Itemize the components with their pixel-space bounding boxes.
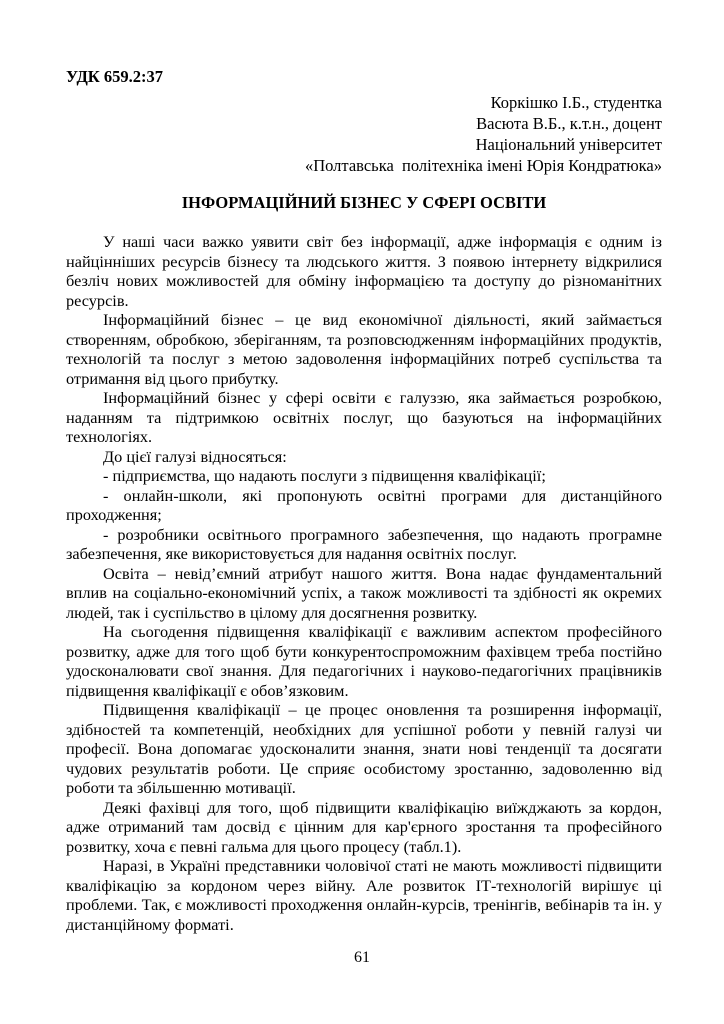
- page-number: 61: [354, 949, 370, 966]
- paragraph-info-business-definition: Інформаційний бізнес – це вид економічної діяльності, який займається створенням, обробкою, зберіганням, та розповсюдженням інформаційних продуктів, технологій та послуг з метою задоволення інформаційних потреб суспільства та отримання від цього прибутку.: [66, 310, 662, 388]
- author-block: [66, 92, 662, 176]
- article-title: ІНФОРМАЦІЙНИЙ БІЗНЕС У СФЕРІ ОСВІТИ: [181, 193, 547, 212]
- affiliation-line-2: «Полтавська політехніка імені Юрія Кондратюка»: [304, 156, 662, 175]
- paragraph-ukraine-situation: Наразі, в Україні представники чоловічої статі не мають можливості підвищити кваліфікацію за кордоном через війну. Але розвиток ІТ-технологій вирішує ці проблеми. Так, є можливості проходження онлайн-курсів, тренінгів, вебінарів та ін. у дистанційному форматі.: [66, 856, 662, 934]
- list-item-enterprises: - підприємства, що надають послуги з підвищення кваліфікації;: [103, 466, 546, 485]
- paragraph-list-lead-in: До цієї галузі відносяться:: [103, 446, 287, 466]
- paragraph-qualification-definition: Підвищення кваліфікації – це процес оновлення та розширення інформації, здібностей та компетенцій, необхідних для успішної роботи у певній галузі чи професії. Вона допомагає удосконалити знання, знати нові тенденції та досягати чудових результатів роботи. Це сприяє особистому зростанню, задоволенню від роботи та збільшенню мотивації.: [66, 700, 662, 797]
- udc-code: УДК 659.2:37: [66, 67, 164, 86]
- list-item-online-schools: - онлайн-школи, які пропонують освітні програми для дистанційного проходження;: [66, 485, 662, 524]
- paragraph-education-attribute: Освіта – невід’ємний атрибут нашого життя. Вона надає фундаментальний вплив на соціально-економічний успіх, а також можливості та здібності як окремих людей, так і суспільство в цілому для досягнення розвитку.: [66, 563, 662, 622]
- list-item-software-developers: - розробники освітнього програмного забезпечення, що надають програмне забезпечення, яке використовується для надання освітніх послуг.: [66, 524, 662, 563]
- article-body: [66, 232, 662, 934]
- paragraph-intro: У наші часи важко уявити світ без інформації, адже інформація є одним із найцінніших ресурсів бізнесу та людського життя. З появою інтернету відкрилися безліч нових можливостей для обміну інформацією та доступу до різноманітних ресурсів.: [66, 232, 662, 310]
- paragraph-abroad-experience: Деякі фахівці для того, щоб підвищити кваліфікацію виїжджають за кордон, адже отриманий там досвід є цінним для кар'єрного зростання та професійного розвитку, хоча є певні гальма для цього процесу (табл.1).: [66, 797, 662, 856]
- paragraph-qualification-importance: На сьогодення підвищення кваліфікації є важливим аспектом професійного розвитку, адже для того щоб бути конкурентоспроможним фахівцем треба постійно удосконалювати свої знання. Для педагогічних і науково-педагогічних працівників підвищення кваліфікації є обов’язковим.: [66, 622, 662, 700]
- author-line-1: Коркішко І.Б., студентка: [490, 93, 662, 112]
- affiliation-line-1: Національний університет: [475, 135, 662, 154]
- author-line-2: Васюта В.Б., к.т.н., доцент: [476, 114, 662, 133]
- paragraph-education-business: Інформаційний бізнес у сфері освіти є галуззю, яка займається розробкою, наданням та підтримкою освітніх послуг, що базуються на інформаційних технологіях.: [66, 388, 662, 446]
